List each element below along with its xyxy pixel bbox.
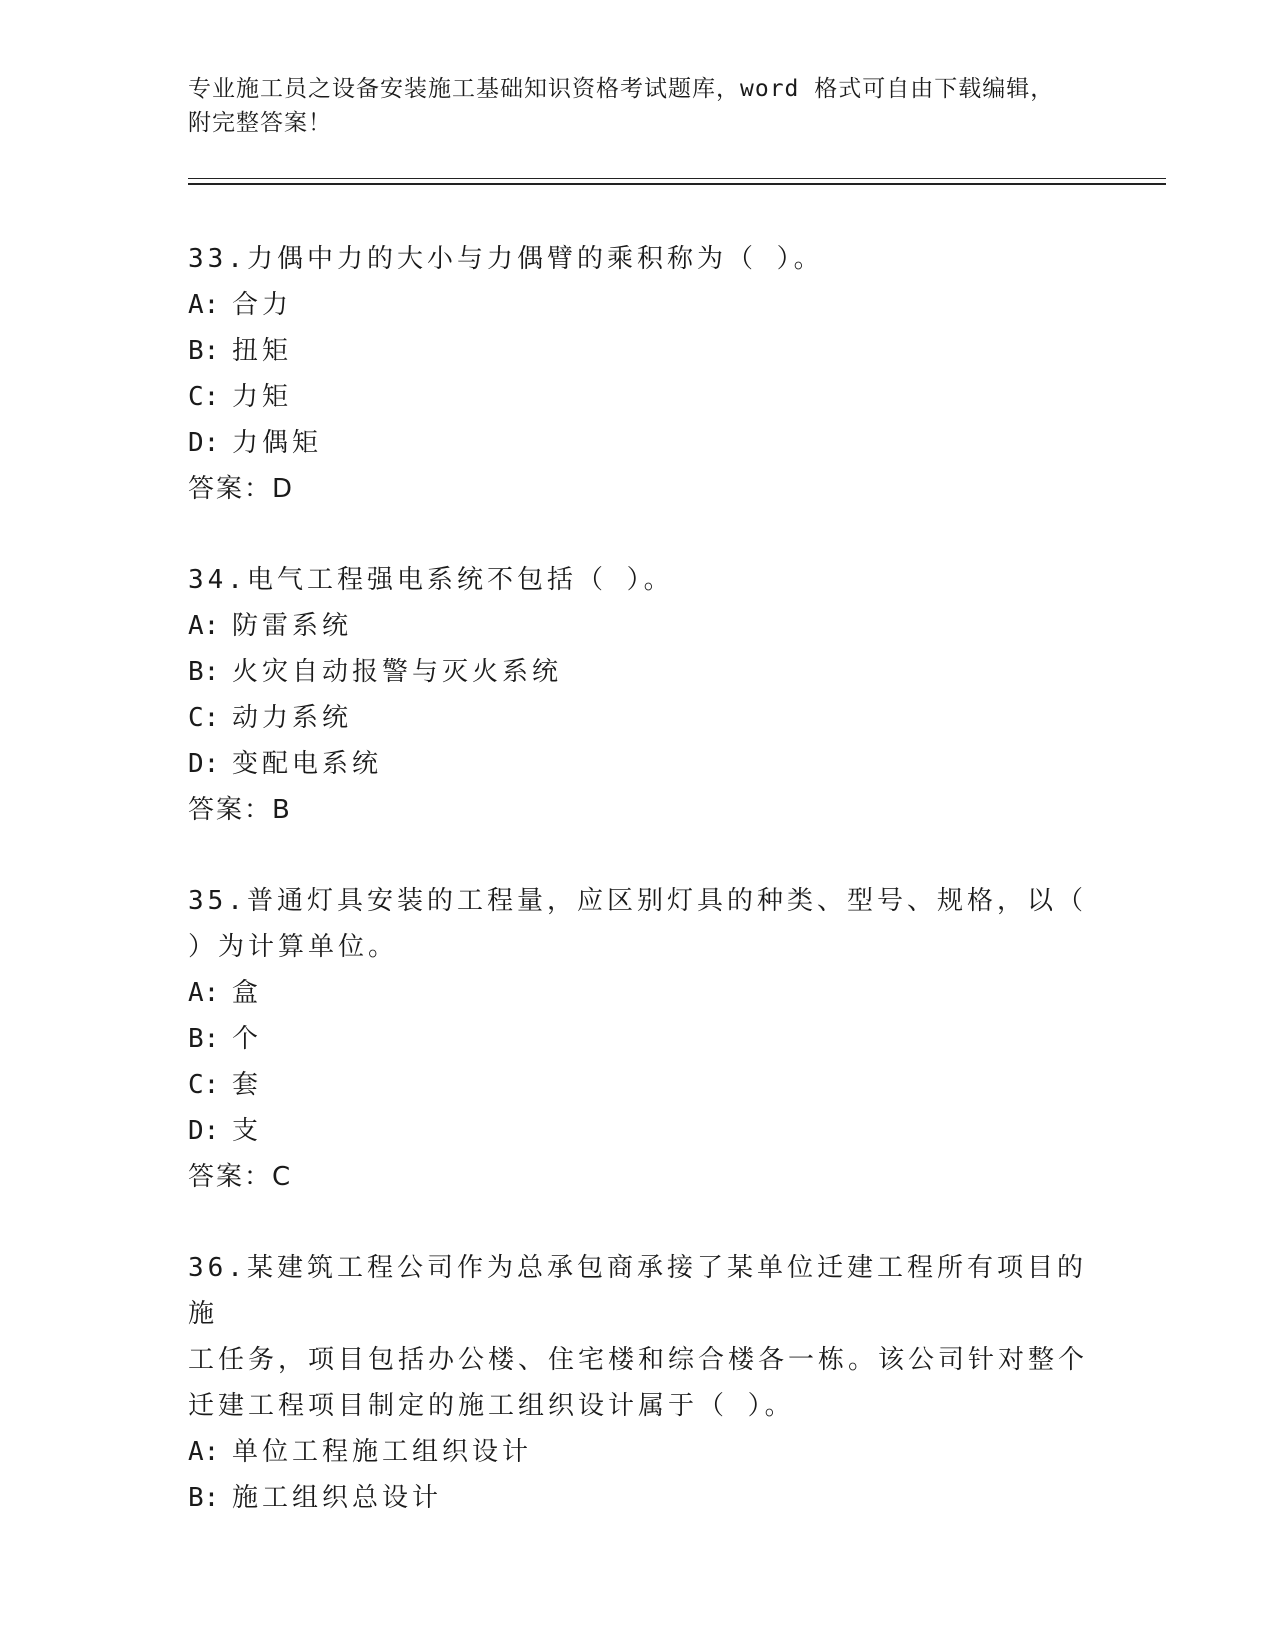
option-d xyxy=(188,741,1088,787)
question-stem: 34.电气工程强电系统不包括（ ）。 xyxy=(188,565,674,595)
option-letter: A: xyxy=(188,1437,220,1467)
option-d xyxy=(188,420,1088,466)
option-letter: B: xyxy=(188,1483,220,1513)
option-text: 动力系统 xyxy=(232,703,353,733)
option-a xyxy=(188,603,1088,649)
option-c xyxy=(188,374,1088,420)
option-text: 盒 xyxy=(232,978,263,1008)
option-letter: D: xyxy=(188,428,220,458)
option-text: 合力 xyxy=(232,290,293,320)
option-letter: A: xyxy=(188,290,220,320)
option-letter: B: xyxy=(188,1024,220,1054)
option-text: 扭矩 xyxy=(232,336,293,366)
header-divider-thick xyxy=(188,183,1166,185)
option-letter: B: xyxy=(188,336,220,366)
question-33 xyxy=(188,236,1088,512)
option-letter: C: xyxy=(188,1070,220,1100)
option-text: 变配电系统 xyxy=(232,749,383,779)
answer-line: 答案：C xyxy=(188,1162,293,1192)
question-36 xyxy=(188,1245,1088,1521)
option-text: 防雷系统 xyxy=(232,611,353,641)
option-a xyxy=(188,282,1088,328)
option-text: 套 xyxy=(232,1070,263,1100)
question-stem-line-1: 35.普通灯具安装的工程量，应区别灯具的种类、型号、规格，以（ xyxy=(188,886,1087,916)
option-c xyxy=(188,695,1088,741)
question-stem: 33.力偶中力的大小与力偶臂的乘积称为（ ）。 xyxy=(188,244,824,274)
option-b xyxy=(188,328,1088,374)
answer-line: 答案：B xyxy=(188,795,292,825)
option-text: 力偶矩 xyxy=(232,428,323,458)
option-letter: C: xyxy=(188,703,220,733)
question-34 xyxy=(188,557,1088,833)
option-b xyxy=(188,649,1088,695)
option-letter: D: xyxy=(188,749,220,779)
question-stem-line-1: 36.某建筑工程公司作为总承包商承接了某单位迁建工程所有项目的施 xyxy=(188,1253,1087,1329)
question-35 xyxy=(188,878,1088,1200)
question-stem-line-3: 迁建工程项目制定的施工组织设计属于（ ）。 xyxy=(188,1391,795,1421)
option-text: 个 xyxy=(232,1024,263,1054)
option-text: 火灾自动报警与灭火系统 xyxy=(232,657,563,687)
header-line-2: 附完整答案！ xyxy=(188,110,332,136)
option-text: 单位工程施工组织设计 xyxy=(232,1437,533,1467)
option-letter: A: xyxy=(188,611,220,641)
option-text: 支 xyxy=(232,1116,263,1146)
header-divider-thin xyxy=(188,178,1166,179)
option-b xyxy=(188,1016,1088,1062)
header-line-1: 专业施工员之设备安装施工基础知识资格考试题库，word 格式可自由下载编辑， xyxy=(188,76,1055,102)
option-text: 施工组织总设计 xyxy=(232,1483,443,1513)
option-letter: B: xyxy=(188,657,220,687)
option-letter: A: xyxy=(188,978,220,1008)
question-stem-line-2: ）为计算单位。 xyxy=(188,932,399,962)
option-a xyxy=(188,970,1088,1016)
question-stem-line-2: 工任务，项目包括办公楼、住宅楼和综合楼各一栋。该公司针对整个 xyxy=(188,1345,1089,1375)
option-letter: D: xyxy=(188,1116,220,1146)
option-b xyxy=(188,1475,1088,1521)
answer-line: 答案：D xyxy=(188,474,295,504)
option-c xyxy=(188,1062,1088,1108)
option-a xyxy=(188,1429,1088,1475)
document-header xyxy=(188,72,1088,140)
option-text: 力矩 xyxy=(232,382,293,412)
option-letter: C: xyxy=(188,382,220,412)
option-d xyxy=(188,1108,1088,1154)
